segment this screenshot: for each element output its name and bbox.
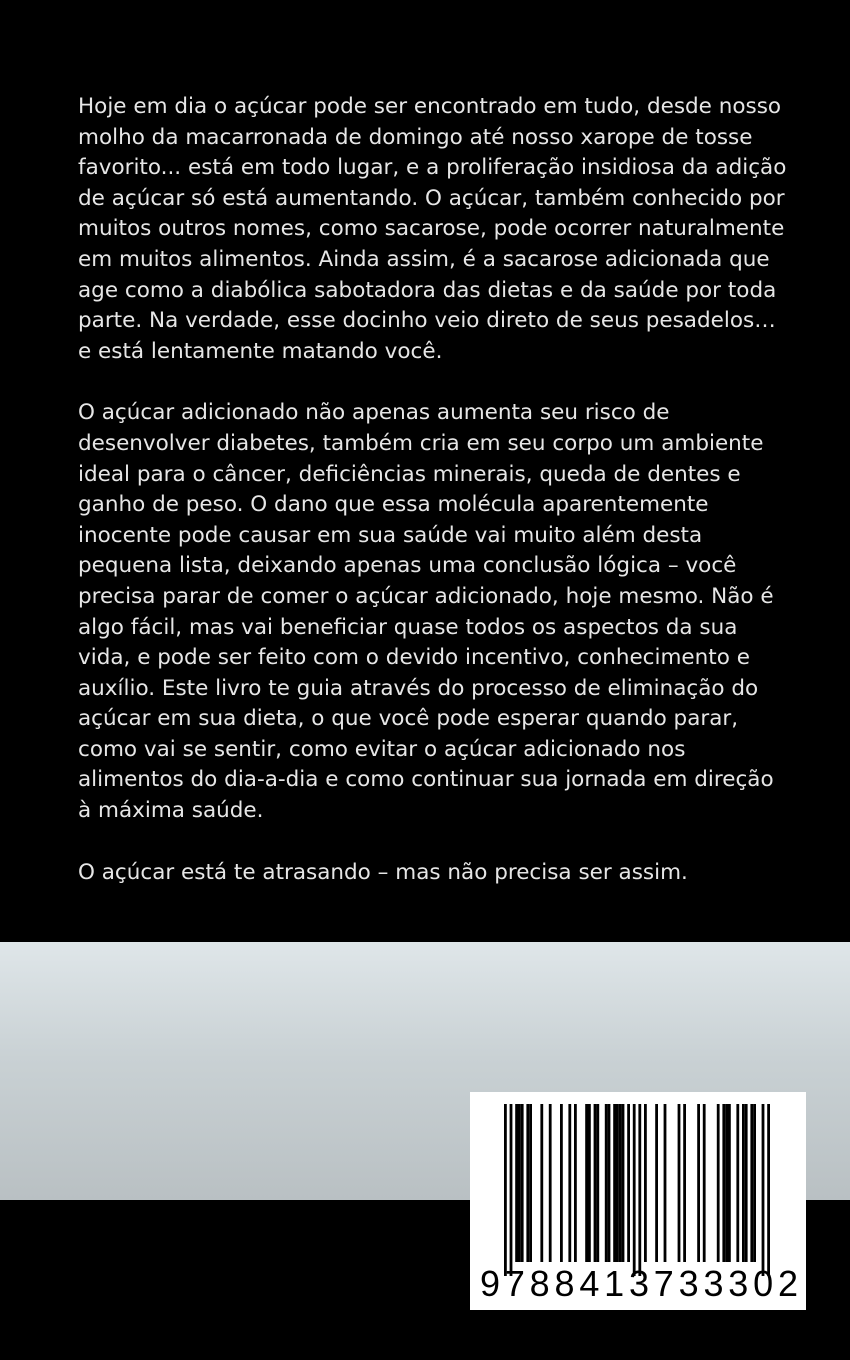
- barcode-bar: [504, 1104, 507, 1276]
- blurb-paragraph-2: O açúcar adicionado não apenas aumenta seu risco de desenvolver diabetes, também cria em seu corpo um ambiente ideal para o câncer, deficiências minerais, queda de dentes e ganho de peso. O dano que essa molécula aparentemente inocente pode causar em sua saúde vai muito além desta pequena lista, deixando apenas uma conclusão lógica – você precisa parar de comer o açúcar adicionado, hoje mesmo. Não é algo fácil, mas vai beneficiar quase todos os aspectos da sua vida, e pode ser feito com o devido incentivo, conhecimento e auxílio. Este livro te guia através do processo de eliminação do açúcar em sua dieta, o que você pode esperar quando parar, como vai se sentir, como evitar o açúcar adicionado nos alimentos do dia-a-dia e como continuar sua jornada em direção à máxima saúde.: [78, 400, 774, 824]
- isbn-digit: 3: [703, 1263, 724, 1304]
- barcode-bar: [608, 1104, 611, 1262]
- barcode-bar: [638, 1104, 641, 1276]
- isbn-digit: 8: [554, 1263, 575, 1304]
- barcode-bar: [526, 1104, 529, 1262]
- isbn-digit: 1: [604, 1263, 625, 1304]
- barcode-bar: [753, 1104, 756, 1262]
- barcode-bar: [728, 1104, 731, 1262]
- blurb-paragraph-1: Hoje em dia o açúcar pode ser encontrado em tudo, desde nosso molho da macarronada de domingo até nosso xarope de tosse favorito... está em todo lugar, e a proliferação insidiosa da adição de açúcar só está aumentando. O açúcar, também conhecido por muitos outros nomes, como sacarose, pode ocorrer naturalmente em muitos alimentos. Ainda assim, é a sacarose adicionada que age como a diabólica sabotadora das dietas e da saúde por toda parte. Na verdade, esse docinho veio direto de seus pesadelos… e está lentamente matando você.: [78, 94, 787, 364]
- isbn-digit: 8: [529, 1263, 550, 1304]
- barcode-bar: [616, 1104, 619, 1262]
- barcode-bar: [585, 1104, 588, 1262]
- barcode-bar: [627, 1104, 630, 1262]
- barcode-bar: [596, 1104, 599, 1262]
- isbn-digit: 7: [504, 1263, 525, 1304]
- barcode-bar: [560, 1104, 563, 1262]
- barcode-bar: [549, 1104, 552, 1262]
- barcode-bar: [722, 1104, 725, 1262]
- barcode-bar: [605, 1104, 608, 1262]
- barcode-bar: [683, 1104, 686, 1262]
- isbn-digit: 4: [579, 1263, 600, 1304]
- barcode-bar: [697, 1104, 700, 1262]
- barcode-bar: [750, 1104, 753, 1262]
- barcode-bar: [703, 1104, 706, 1262]
- blurb-paragraph-3: O açúcar está te atrasando – mas não precisa ser assim.: [78, 859, 688, 885]
- barcode-bar: [518, 1104, 521, 1262]
- isbn-digit: 3: [728, 1263, 749, 1304]
- barcode-bar: [736, 1104, 739, 1262]
- back-cover-blurb: [78, 92, 790, 919]
- barcode-bar: [540, 1104, 543, 1262]
- barcode-bar: [678, 1104, 681, 1262]
- barcode-bar: [622, 1104, 625, 1262]
- barcode-bar: [529, 1104, 532, 1262]
- barcode-bar: [742, 1104, 745, 1262]
- isbn-digit: 0: [753, 1263, 774, 1304]
- barcode-bar: [644, 1104, 647, 1262]
- barcode-bar: [762, 1104, 765, 1276]
- isbn-digit: 3: [678, 1263, 699, 1304]
- barcode-bar: [510, 1104, 513, 1276]
- isbn-digit: 3: [628, 1263, 649, 1304]
- barcode-bar: [613, 1104, 616, 1262]
- barcode-bar: [767, 1104, 770, 1276]
- barcode-bar: [633, 1104, 636, 1276]
- isbn-digit: 7: [653, 1263, 674, 1304]
- isbn-barcode: [470, 1092, 806, 1310]
- barcode-bar: [664, 1104, 667, 1262]
- barcode-bar: [745, 1104, 748, 1262]
- barcode-bar: [588, 1104, 591, 1262]
- barcode-bar: [655, 1104, 658, 1262]
- barcode-bar: [574, 1104, 577, 1262]
- isbn-digits: [480, 1264, 798, 1304]
- barcode-bar: [619, 1104, 622, 1262]
- isbn-digit: 9: [480, 1263, 501, 1304]
- barcode-bar: [717, 1104, 720, 1262]
- barcode-bar: [521, 1104, 524, 1262]
- barcode-bar: [515, 1104, 518, 1262]
- barcode-bar: [725, 1104, 728, 1262]
- barcode-bar: [568, 1104, 571, 1262]
- isbn-digit: 2: [777, 1263, 798, 1304]
- barcode-bar: [594, 1104, 597, 1262]
